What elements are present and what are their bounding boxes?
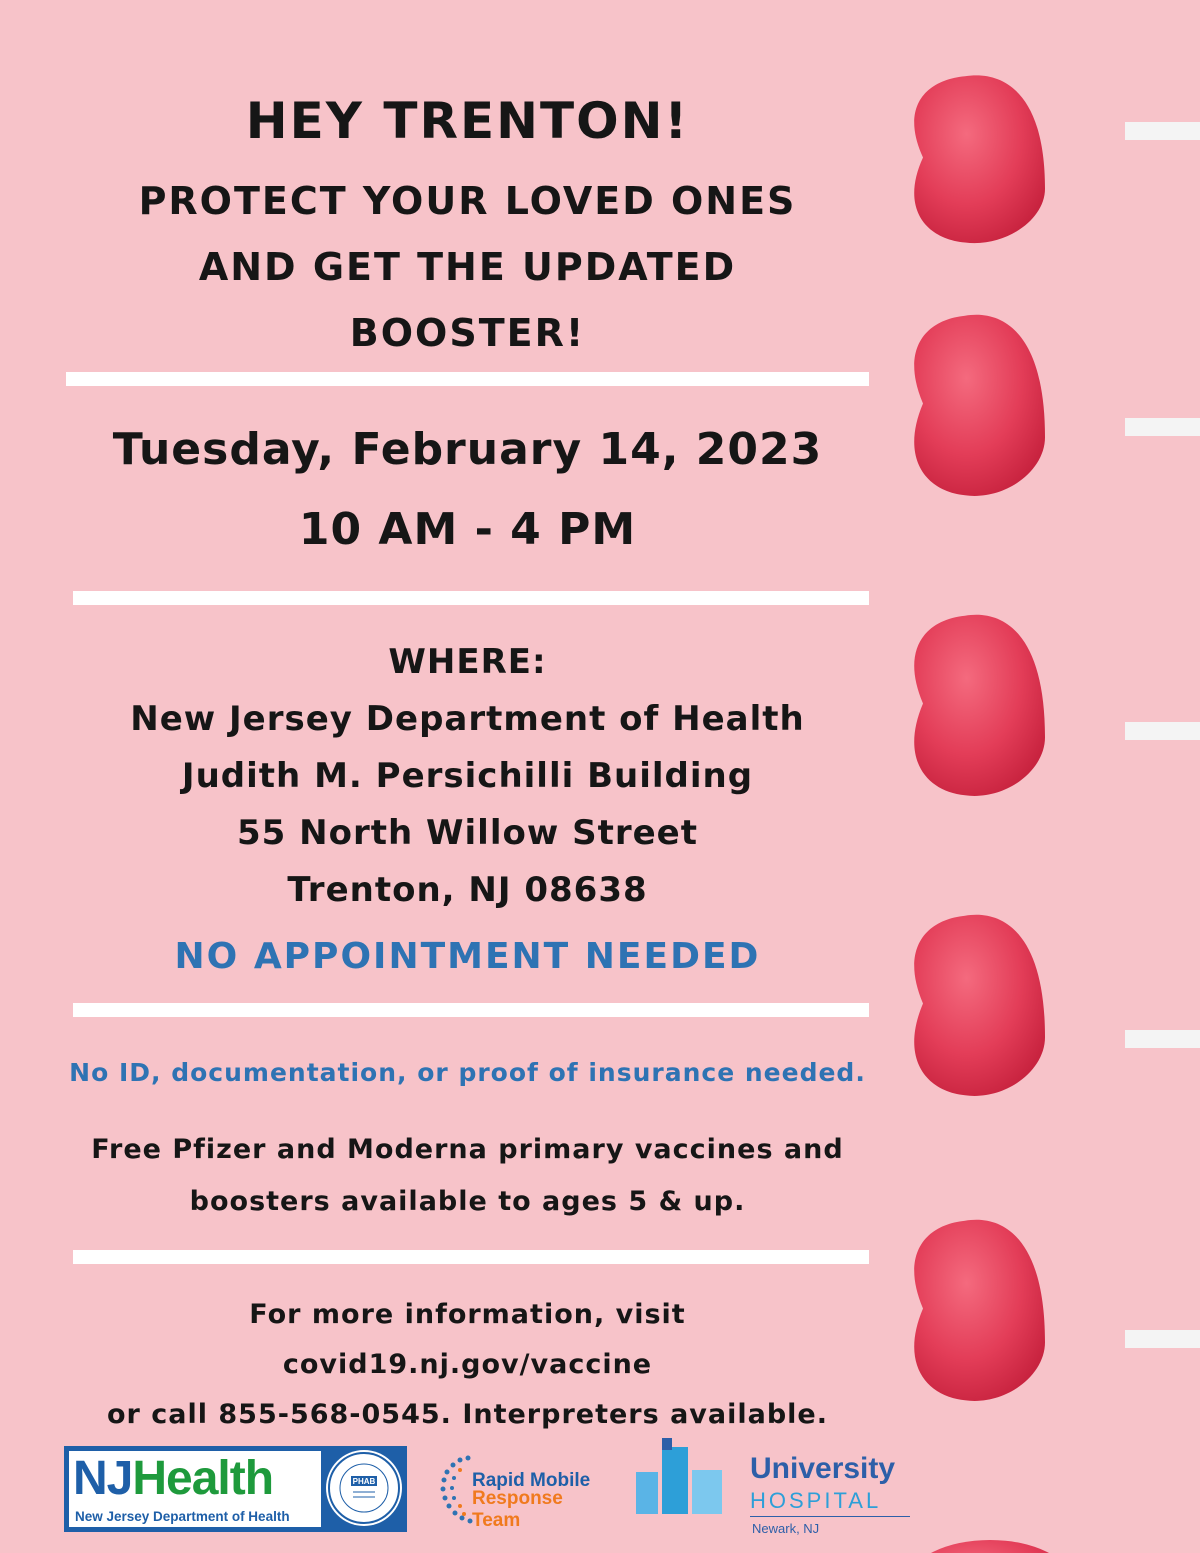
rapid-mobile-label: Rapid Mobile: [472, 1470, 591, 1491]
divider: [73, 1003, 869, 1017]
lollipop-icon: [914, 315, 1200, 496]
subheadline-line: AND GET THE UPDATED: [198, 245, 737, 289]
uh-emblem-icon: [636, 1432, 736, 1522]
headline: HEY TRENTON!: [245, 92, 690, 150]
location-line: New Jersey Department of Health: [130, 699, 805, 739]
health-letters: Health: [132, 1452, 274, 1505]
more-info-line: or call 855-568-0545. Interpreters available.: [106, 1399, 828, 1430]
vaccine-line: boosters available to ages 5 & up.: [189, 1186, 746, 1217]
no-id-notice: No ID, documentation, or proof of insurance needed.: [69, 1058, 866, 1087]
nj-letters: NJ: [73, 1452, 133, 1505]
subheadline-line: BOOSTER!: [349, 311, 586, 355]
lollipop-icon: [914, 915, 1200, 1096]
phab-label: PHAB: [352, 1477, 376, 1486]
divider: [66, 372, 869, 386]
nj-health-logo: [64, 1446, 407, 1532]
nj-health-subtitle: New Jersey Department of Health: [75, 1509, 290, 1524]
hospital-label: HOSPITAL: [750, 1488, 882, 1513]
divider: [73, 591, 869, 605]
location-label: WHERE:: [388, 642, 547, 682]
subheadline: [60, 168, 875, 366]
vaccine-availability: [60, 1124, 875, 1228]
location-line: Trenton, NJ 08638: [287, 870, 648, 910]
no-appointment-notice: NO APPOINTMENT NEEDED: [174, 936, 761, 977]
divider: [73, 1250, 869, 1264]
university-label: University: [750, 1452, 896, 1485]
response-team-label: Response Team: [472, 1488, 563, 1531]
nj-health-logo-panel: [69, 1451, 321, 1527]
more-info-line: For more information, visit covid19.nj.gov/vaccine: [249, 1299, 686, 1380]
location-block: [60, 634, 875, 919]
event-time: 10 AM - 4 PM: [298, 504, 637, 555]
more-info: [60, 1290, 875, 1440]
lollipop-icon: [914, 75, 1200, 243]
university-hospital-logo: [636, 1432, 916, 1542]
phab-seal-icon: [326, 1450, 402, 1526]
logo-underline: [750, 1516, 910, 1517]
lollipop-icon: [914, 615, 1200, 796]
lollipop-icon: [910, 1540, 1070, 1553]
event-date: Tuesday, February 14, 2023: [112, 424, 823, 475]
rapid-mobile-response-logo: [438, 1448, 608, 1532]
location-line: Judith M. Persichilli Building: [181, 756, 754, 796]
hospital-location: Newark, NJ: [752, 1521, 820, 1536]
vaccine-line: Free Pfizer and Moderna primary vaccines and: [91, 1134, 844, 1165]
lollipop-icon: [914, 1220, 1200, 1401]
nj-health-wordmark: [73, 1453, 273, 1505]
heart-lollipops-decoration: [900, 0, 1200, 1553]
subheadline-line: PROTECT YOUR LOVED ONES: [138, 179, 797, 223]
location-line: 55 North Willow Street: [237, 813, 698, 853]
